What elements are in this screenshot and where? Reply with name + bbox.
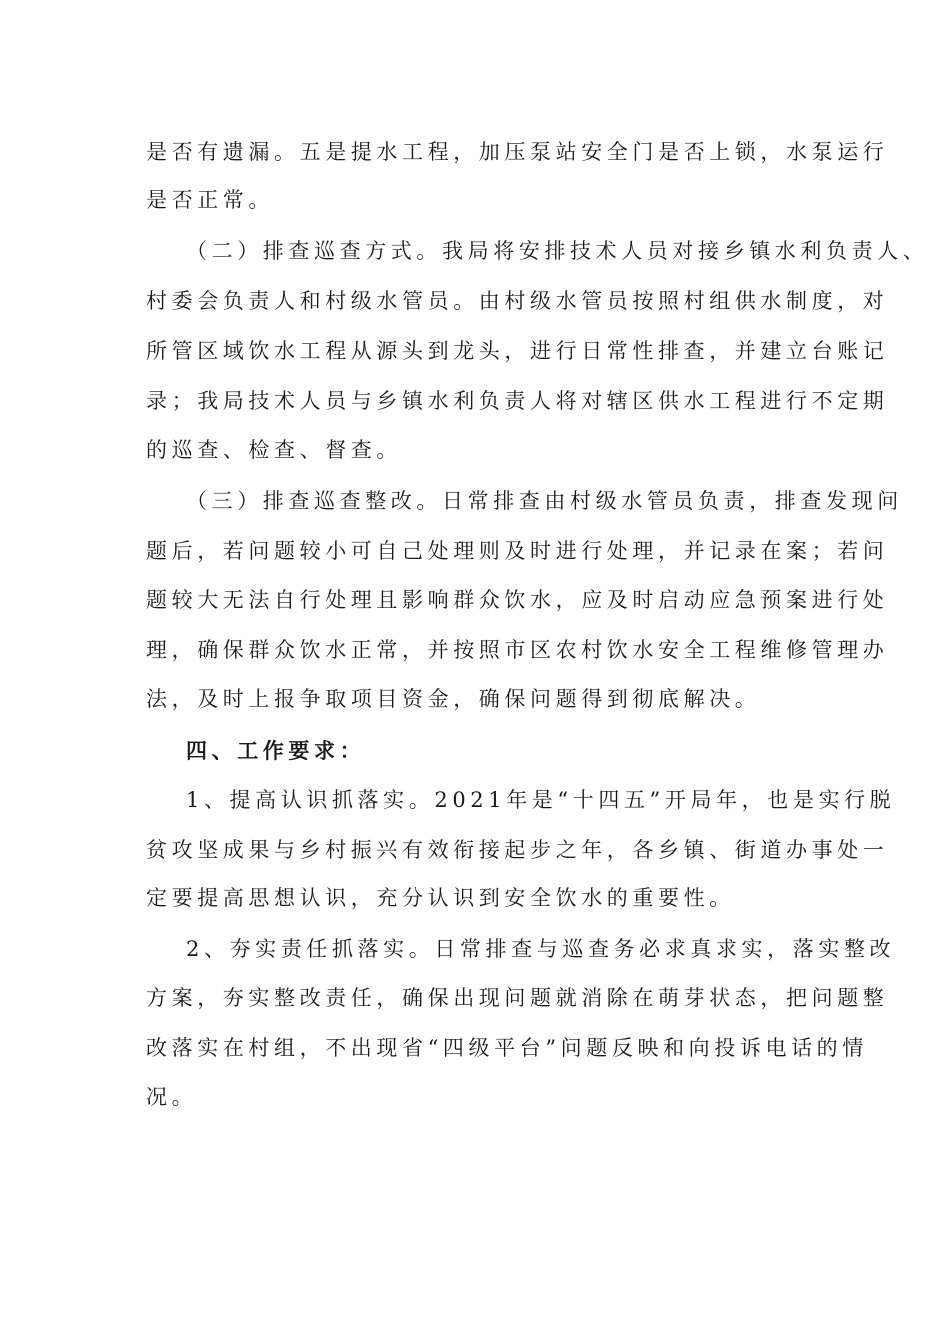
text-line: 1、提高认识抓落实。2021年是“十四五”开局年，也是实行脱 [186,788,896,812]
text-line: 题后，若问题较小可自己处理则及时进行处理，并记录在案；若问 [146,539,889,563]
text-line: 2、夯实责任抓落实。日常排查与巡查务必求真求实，落实整改 [186,937,896,961]
text-line: 是否正常。 [146,188,274,212]
text-line: 贫攻坚成果与乡村振兴有效衔接起步之年，各乡镇、街道办事处一 [146,838,889,862]
text-line: 题较大无法自行处理且影响群众饮水，应及时启动应急预案进行处 [146,588,889,612]
text-line: （三）排查巡查整改。日常排查由村级水管员负责，排查发现问 [186,489,903,513]
text-line: 况。 [146,1085,198,1109]
text-line: 法，及时上报争取项目资金，确保问题得到彻底解决。 [146,687,761,711]
text-line: 所管区域饮水工程从源头到龙头，进行日常性排查，并建立台账记 [146,339,889,363]
text-line: 定要提高思想认识，充分认识到安全饮水的重要性。 [146,886,735,910]
text-line: 理，确保群众饮水正常，并按照市区农村饮水安全工程维修管理办 [146,638,889,662]
text-line: 录；我局技术人员与乡镇水利负责人将对辖区供水工程进行不定期 [146,389,889,413]
text-line: （二）排查巡查方式。我局将安排技术人员对接乡镇水利负责人、 [186,239,929,263]
text-line: 的巡查、检查、督查。 [146,438,402,462]
text-line: 是否有遗漏。五是提水工程，加压泵站安全门是否上锁，水泵运行 [146,140,889,164]
section-heading: 四、工作要求： [186,738,366,763]
text-line: 村委会负责人和村级水管员。由村级水管员按照村组供水制度，对 [146,289,889,313]
text-line: 改落实在村组，不出现省“四级平台”问题反映和向投诉电话的情 [146,1036,868,1060]
text-line: 方案，夯实整改责任，确保出现问题就消除在萌芽状态，把问题整 [146,986,889,1010]
